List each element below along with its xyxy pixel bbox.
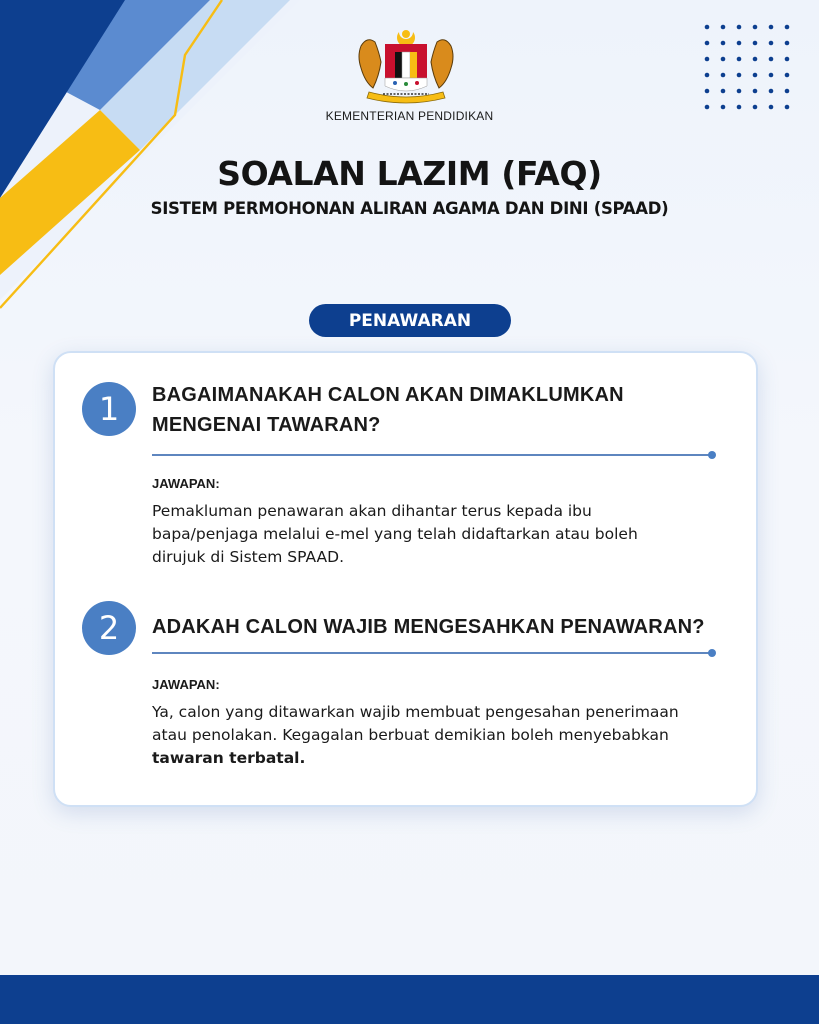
faq-card xyxy=(53,351,758,807)
faq-answer-line: Ya, calon yang ditawarkan wajib membuat pengesahan penerimaan xyxy=(152,703,679,721)
faq-question-line: MENGENAI TAWARAN? xyxy=(152,414,381,436)
answer-label: JAWAPAN: xyxy=(152,476,220,491)
faq-answer-line: bapa/penjaga melalui e-mel yang telah didaftarkan atau boleh xyxy=(152,525,638,543)
dot-grid-icon xyxy=(702,22,794,110)
faq-divider xyxy=(152,454,712,456)
faq-answer-line: dirujuk di Sistem SPAAD. xyxy=(152,548,345,566)
page-title: SOALAN LAZIM (FAQ) xyxy=(217,154,602,193)
footer-bar xyxy=(0,975,819,1024)
faq-question xyxy=(152,380,624,440)
answer-label: JAWAPAN: xyxy=(152,677,220,692)
faq-answer-line xyxy=(152,747,679,770)
ministry-name: KEMENTERIAN PENDIDIKAN xyxy=(325,109,494,123)
faq-answer-emphasis: tawaran terbatal. xyxy=(152,749,306,767)
faq-number-badge: 2 xyxy=(82,601,136,655)
faq-question: ADAKAH CALON WAJIB MENGESAHKAN PENAWARAN? xyxy=(152,616,705,638)
section-label-badge: PENAWARAN xyxy=(309,304,511,337)
faq-answer xyxy=(152,701,679,770)
faq-question-line: BAGAIMANAKAH CALON AKAN DIMAKLUMKAN xyxy=(152,384,624,406)
faq-divider xyxy=(152,652,712,654)
page-subtitle: SISTEM PERMOHONAN ALIRAN AGAMA DAN DINI (SPAAD) xyxy=(150,199,669,218)
faq-answer-line: Pemakluman penawaran akan dihantar terus kepada ibu xyxy=(152,502,592,520)
faq-answer-line: atau penolakan. Kegagalan berbuat demikian boleh menyebabkan xyxy=(152,726,669,744)
faq-number-badge: 1 xyxy=(82,382,136,436)
faq-answer xyxy=(152,500,638,569)
malaysia-coat-of-arms-icon xyxy=(355,26,457,106)
